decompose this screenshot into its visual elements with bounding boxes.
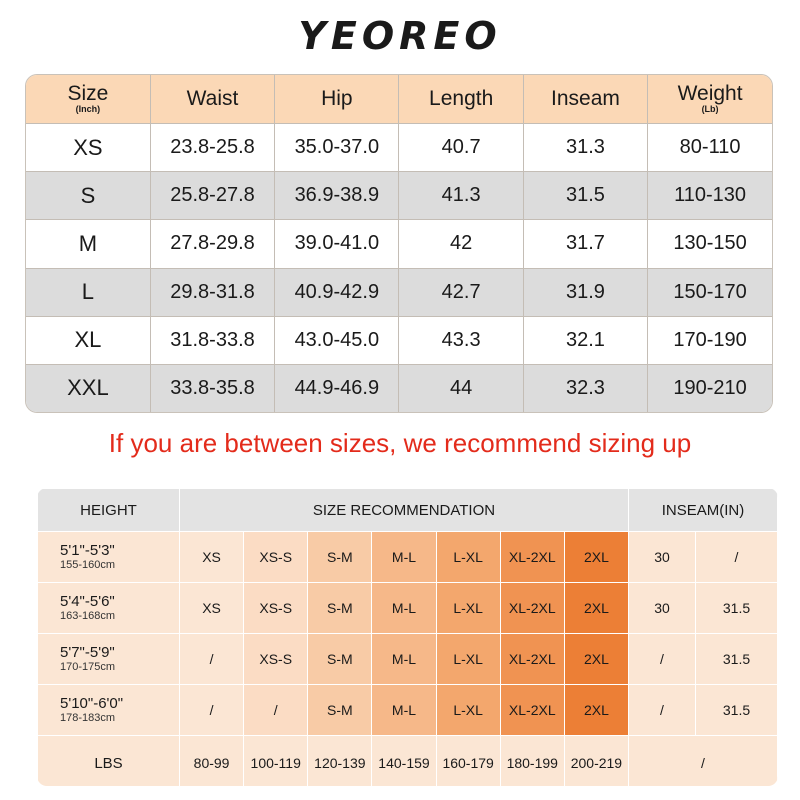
brand-logo: YEOREO (298, 14, 502, 58)
cell-hip: 39.0-41.0 (275, 220, 399, 268)
cell-waist: 27.8-29.8 (150, 220, 274, 268)
header-hip: Hip (275, 75, 399, 124)
cell-inseam: 31.3 (523, 124, 647, 172)
cell-inseam: 32.3 (523, 364, 647, 412)
header-length: Length (399, 75, 523, 124)
table-row (38, 532, 778, 583)
size-cell: S-M (308, 634, 372, 685)
cell-waist: 23.8-25.8 (150, 124, 274, 172)
size-cell: 2XL (564, 685, 628, 736)
size-cell: M-L (372, 583, 436, 634)
lbs-label: LBS (38, 736, 180, 787)
cell-hip: 43.0-45.0 (275, 316, 399, 364)
table-row (38, 583, 778, 634)
size-cell: S-M (308, 583, 372, 634)
cell-length: 44 (399, 364, 523, 412)
lbs-cell: 140-159 (372, 736, 436, 787)
cell-length: 41.3 (399, 172, 523, 220)
size-cell: / (180, 634, 244, 685)
cell-size: XXL (26, 364, 150, 412)
header-height: HEIGHT (38, 489, 180, 532)
table-row (26, 316, 772, 364)
table-row (26, 220, 772, 268)
height-cell: 5'7"-5'9" 170-175cm (38, 634, 180, 685)
inseam-cell: 31.5 (696, 634, 778, 685)
height-cell: 5'4"-5'6" 163-168cm (38, 583, 180, 634)
size-cell: M-L (372, 634, 436, 685)
size-cell: M-L (372, 532, 436, 583)
size-chart-table (25, 74, 773, 413)
header-size-recommendation: SIZE RECOMMENDATION (180, 489, 629, 532)
size-cell: M-L (372, 685, 436, 736)
cell-weight: 80-110 (648, 124, 772, 172)
table-row (38, 634, 778, 685)
header-inseam-in: INSEAM(IN) (629, 489, 778, 532)
cell-size: M (26, 220, 150, 268)
cell-length: 42 (399, 220, 523, 268)
table-row (26, 364, 772, 412)
size-cell: XL-2XL (500, 685, 564, 736)
cell-hip: 44.9-46.9 (275, 364, 399, 412)
header-weight: Weight (Lb) (648, 75, 772, 124)
size-cell: XL-2XL (500, 634, 564, 685)
size-cell: XS (180, 583, 244, 634)
size-chart-header-row (26, 75, 772, 124)
sizing-note: If you are between sizes, we recommend sizing up (108, 428, 692, 458)
cell-weight: 130-150 (648, 220, 772, 268)
cell-waist: 29.8-31.8 (150, 268, 274, 316)
table-row (26, 172, 772, 220)
size-cell: XS-S (244, 532, 308, 583)
size-cell: S-M (308, 532, 372, 583)
height-cell: 5'10"-6'0" 178-183cm (38, 685, 180, 736)
lbs-cell: 160-179 (436, 736, 500, 787)
size-recommendation-table (37, 488, 778, 786)
cell-inseam: 31.5 (523, 172, 647, 220)
lbs-cell: 100-119 (244, 736, 308, 787)
inseam-cell: 31.5 (696, 583, 778, 634)
table-row (26, 268, 772, 316)
size-cell: XS-S (244, 634, 308, 685)
size-cell: XL-2XL (500, 583, 564, 634)
cell-size: S (26, 172, 150, 220)
size-cell: 2XL (564, 532, 628, 583)
cell-hip: 40.9-42.9 (275, 268, 399, 316)
size-cell: L-XL (436, 583, 500, 634)
cell-weight: 190-210 (648, 364, 772, 412)
header-inseam: Inseam (523, 75, 647, 124)
height-cell: 5'1"-5'3" 155-160cm (38, 532, 180, 583)
cell-weight: 110-130 (648, 172, 772, 220)
size-cell: L-XL (436, 685, 500, 736)
header-waist: Waist (150, 75, 274, 124)
lbs-inseam-cell: / (629, 736, 778, 787)
cell-weight: 150-170 (648, 268, 772, 316)
cell-length: 43.3 (399, 316, 523, 364)
cell-waist: 25.8-27.8 (150, 172, 274, 220)
size-cell: S-M (308, 685, 372, 736)
table-row (26, 124, 772, 172)
recommendation-header-row (38, 489, 778, 532)
cell-waist: 31.8-33.8 (150, 316, 274, 364)
cell-size: XS (26, 124, 150, 172)
inseam-cell: 31.5 (696, 685, 778, 736)
size-cell: XS (180, 532, 244, 583)
cell-length: 40.7 (399, 124, 523, 172)
size-cell: / (244, 685, 308, 736)
inseam-cell: 30 (629, 583, 696, 634)
header-size: Size (Inch) (26, 75, 150, 124)
cell-inseam: 31.9 (523, 268, 647, 316)
cell-size: XL (26, 316, 150, 364)
size-cell: 2XL (564, 634, 628, 685)
size-cell: XS-S (244, 583, 308, 634)
lbs-cell: 120-139 (308, 736, 372, 787)
lbs-cell: 80-99 (180, 736, 244, 787)
size-cell: L-XL (436, 532, 500, 583)
lbs-row (38, 736, 778, 787)
cell-size: L (26, 268, 150, 316)
cell-inseam: 32.1 (523, 316, 647, 364)
cell-weight: 170-190 (648, 316, 772, 364)
cell-inseam: 31.7 (523, 220, 647, 268)
cell-length: 42.7 (399, 268, 523, 316)
cell-waist: 33.8-35.8 (150, 364, 274, 412)
table-row (38, 685, 778, 736)
cell-hip: 35.0-37.0 (275, 124, 399, 172)
inseam-cell: / (629, 685, 696, 736)
size-cell: L-XL (436, 634, 500, 685)
inseam-cell: / (629, 634, 696, 685)
size-cell: XL-2XL (500, 532, 564, 583)
inseam-cell: 30 (629, 532, 696, 583)
lbs-cell: 200-219 (564, 736, 628, 787)
size-cell: / (180, 685, 244, 736)
inseam-cell: / (696, 532, 778, 583)
lbs-cell: 180-199 (500, 736, 564, 787)
cell-hip: 36.9-38.9 (275, 172, 399, 220)
size-cell: 2XL (564, 583, 628, 634)
